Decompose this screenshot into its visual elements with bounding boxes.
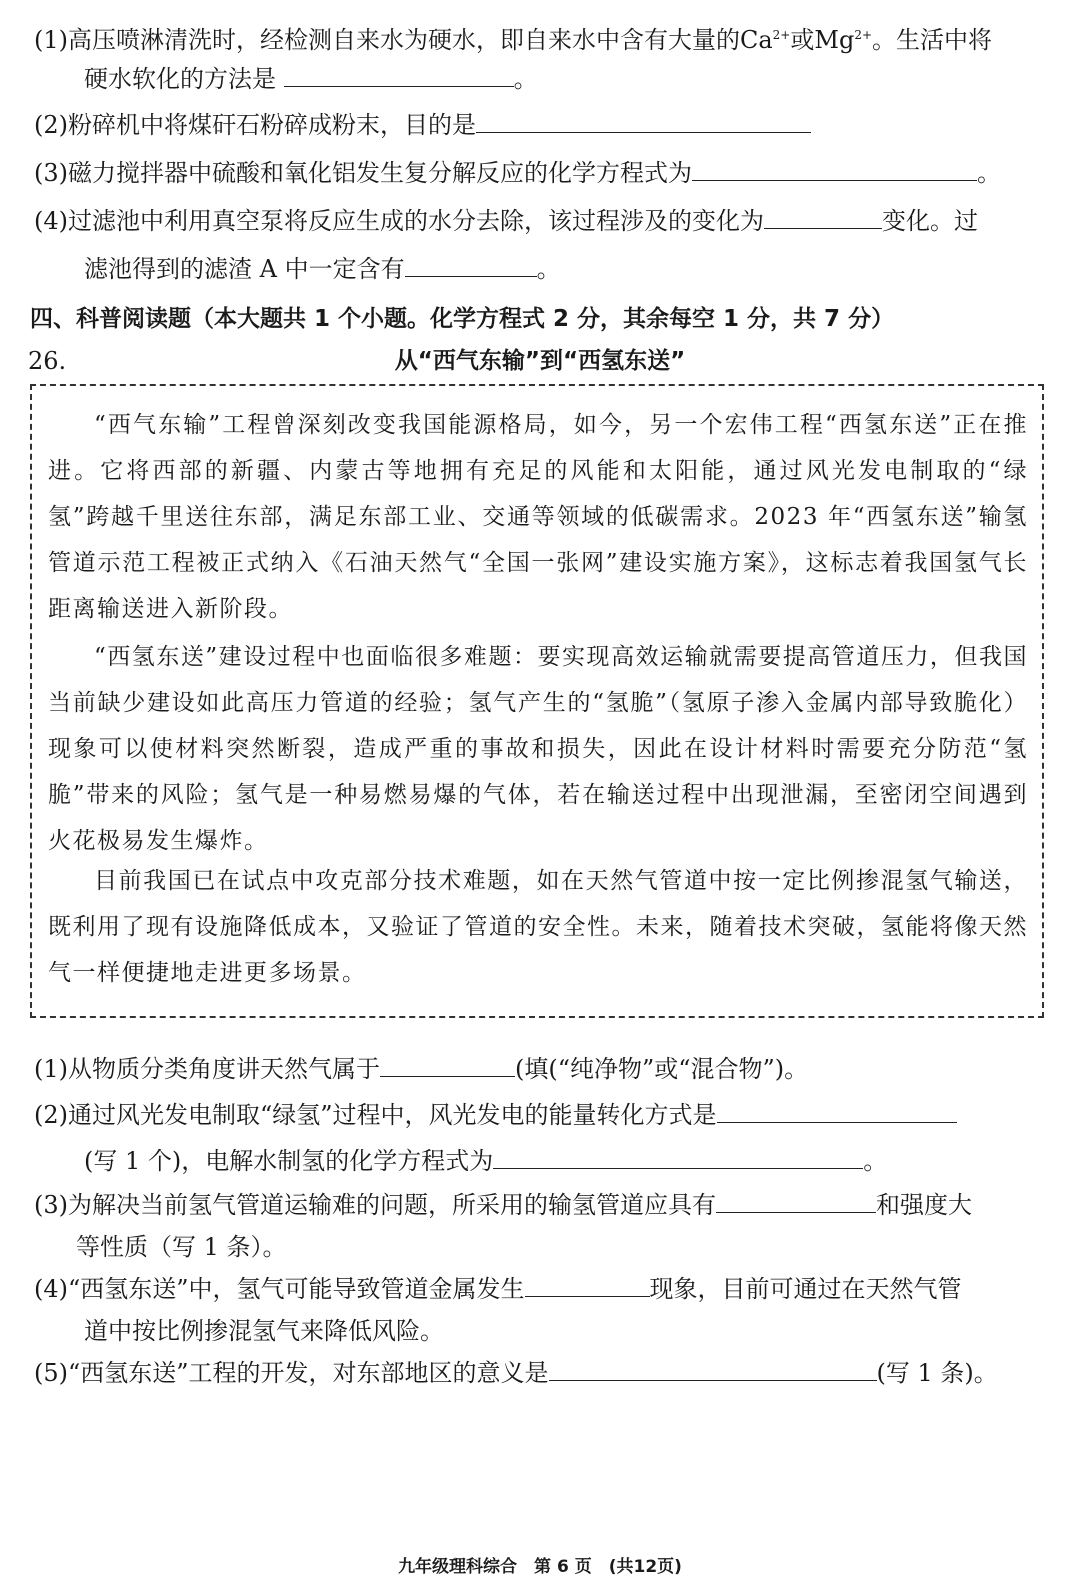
calcium-ion-charge: 2+: [772, 28, 791, 42]
answer-blank[interactable]: [380, 1054, 515, 1077]
answer-blank[interactable]: [764, 206, 882, 229]
sub-question-4-text-a: (4)“西氢东送”中，氢气可能导致管道金属发生: [34, 1275, 525, 1303]
question-4-text-a: (4)过滤池中利用真空泵将反应生成的水分去除，该过程涉及的变化为: [34, 207, 764, 235]
passage-title: 从“西气东输”到“西氢东送”: [394, 348, 686, 374]
sub-question-2-text: (2)通过风光发电制取“绿氢”过程中，风光发电的能量转化方式是: [34, 1101, 717, 1129]
question-1-text-a: (1)高压喷淋清洗时，经检测自来水为硬水，即自来水中含有大量的Ca: [34, 26, 773, 54]
question-2-line: [34, 108, 811, 142]
sub-question-1-hint: (填(“纯净物”或“混合物”)。: [515, 1055, 809, 1083]
question-4-text-b: 变化。过: [882, 207, 978, 235]
answer-blank[interactable]: [692, 158, 977, 181]
question-4-line-1: [34, 204, 978, 238]
answer-blank[interactable]: [476, 110, 811, 133]
sub-question-5-hint: (写 1 条)。: [876, 1359, 998, 1387]
question-4-end: 。: [536, 255, 561, 283]
sub-question-3-text-a: (3)为解决当前氢气管道运输难的问题，所采用的输氢管道应具有: [34, 1191, 716, 1219]
page-footer: 九年级理科综合 第 6 页 (共12页): [398, 1557, 682, 1577]
sub-question-2-end: 。: [863, 1147, 888, 1175]
question-3-end: 。: [977, 159, 1001, 187]
question-4-prompt: 滤池得到的滤渣 A 中一定含有: [84, 255, 405, 283]
passage-paragraph-2: “西氢东送”建设过程中也面临很多难题：要实现高效运输就需要提高管道压力，但我国当前缺少建设如此高压力管道的经验；氢气产生的“氢脆”（氢原子渗入金属内部导致脆化）现象可以使材料突然断裂，造成严重的事故和损失，因此在设计材料时需要充分防范“氢脆”带来的风险；氢气是一种易燃易爆的气体，若在输送过程中出现泄漏，至密闭空间遇到火花极易发生爆炸。: [48, 644, 1028, 854]
question-1-text-b: 或Mg: [790, 26, 855, 54]
answer-blank[interactable]: [493, 1146, 863, 1169]
question-1-line-2: [84, 62, 538, 96]
answer-blank[interactable]: [716, 1190, 876, 1213]
question-1-text-c: 。生活中将: [872, 26, 993, 54]
question-number: 26.: [28, 347, 67, 375]
section-heading: 四、科普阅读题（本大题共 1 个小题。化学方程式 2 分，其余每空 1 分，共 7 分）: [30, 306, 895, 332]
question-1-end: 。: [513, 65, 538, 93]
answer-blank[interactable]: [549, 1358, 877, 1381]
sub-question-2-line-2: [84, 1144, 887, 1178]
answer-blank[interactable]: [405, 254, 537, 277]
question-1-line-1: [34, 18, 992, 57]
question-3-line: [34, 156, 1001, 190]
passage-paragraph-1: “西气东输”工程曾深刻改变我国能源格局，如今，另一个宏伟工程“西氢东送”正在推进。它将西部的新疆、内蒙古等地拥有充足的风能和太阳能，通过风光发电制取的“绿氢”跨越千里送往东部，满足东部工业、交通等领域的低碳需求。2023 年“西氢东送”输氢管道示范工程被正式纳入《石油天然气“全国一张网”建设实施方案》，这标志着我国氢气长距离输送进入新阶段。: [48, 412, 1028, 622]
answer-blank[interactable]: [717, 1100, 957, 1123]
sub-question-4-line-1: [34, 1272, 962, 1306]
question-4-line-2: [84, 252, 561, 286]
sub-question-3-text-b: 和强度大: [876, 1191, 972, 1219]
question-1-prompt: 硬水软化的方法是: [84, 65, 276, 93]
sub-question-5: [34, 1356, 998, 1390]
sub-question-1: [34, 1052, 808, 1086]
question-3-text: (3)磁力搅拌器中硫酸和氧化铝发生复分解反应的化学方程式为: [34, 159, 692, 187]
sub-question-2-prompt: (写 1 个)，电解水制氢的化学方程式为: [84, 1147, 494, 1175]
answer-blank[interactable]: [284, 64, 514, 87]
sub-question-1-text: (1)从物质分类角度讲天然气属于: [34, 1055, 380, 1083]
sub-question-4-text-b: 现象，目前可通过在天然气管: [649, 1275, 962, 1303]
passage-paragraph-3: 目前我国已在试点中攻克部分技术难题，如在天然气管道中按一定比例掺混氢气输送，既利用了现有设施降低成本，又验证了管道的安全性。未来，随着技术突破，氢能将像天然气一样便捷地走进更多场景。: [48, 868, 1028, 986]
sub-question-5-text: (5)“西氢东送”工程的开发，对东部地区的意义是: [34, 1359, 549, 1387]
sub-question-2-line-1: [34, 1098, 957, 1132]
sub-question-3-line-2: 等性质（写 1 条）。: [76, 1233, 287, 1261]
sub-question-4-line-2: 道中按比例掺混氢气来降低风险。: [84, 1317, 444, 1345]
question-2-text: (2)粉碎机中将煤矸石粉碎成粉末，目的是: [34, 111, 476, 139]
magnesium-ion-charge: 2+: [854, 28, 873, 42]
answer-blank[interactable]: [525, 1274, 650, 1297]
sub-question-3-line-1: [34, 1188, 972, 1222]
